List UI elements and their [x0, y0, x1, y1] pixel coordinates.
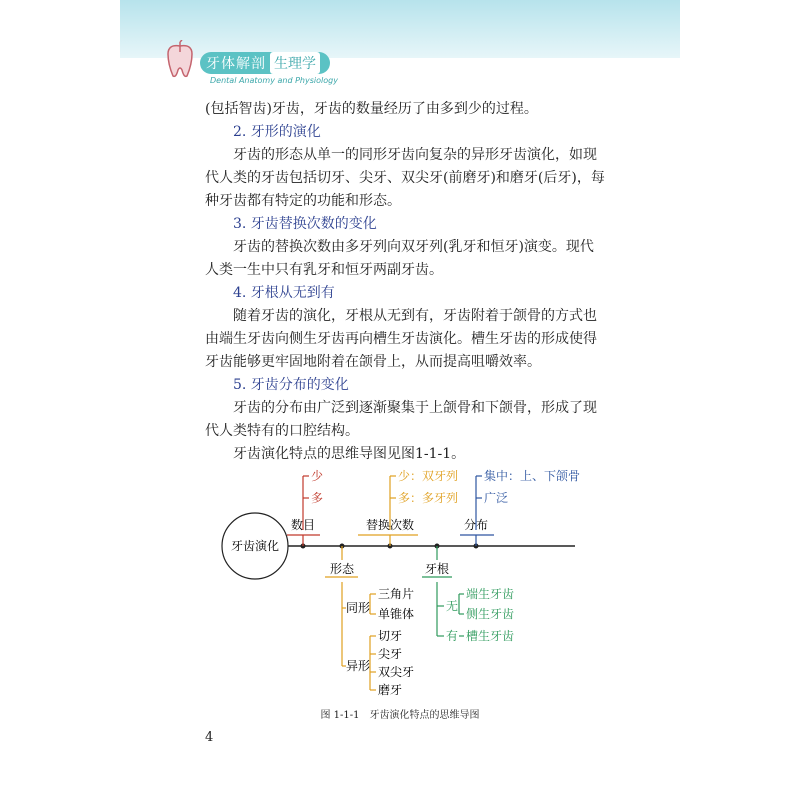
paragraph-4: 随着牙齿的演化，牙根从无到有，牙齿附着于颌骨的方式也由端生牙齿向侧生牙齿再向槽生牙齿演化。槽生牙齿的形成使得牙齿能够更牢固地附着在颌骨上，从而提高咀嚼效率。 [205, 308, 597, 370]
node-shape-diff-child-1: 切牙 [378, 629, 403, 643]
node-distribution-child-1: 集中：上、下颌骨 [484, 469, 581, 483]
heading-5: 5. 牙齿分布的变化 [233, 377, 349, 393]
node-shape-diff-child-3: 双尖牙 [378, 665, 415, 679]
node-root: 牙根 [424, 562, 450, 576]
node-replacement: 替换次数 [365, 518, 415, 532]
node-shape-same-child-1: 三角片 [378, 587, 415, 601]
node-number-child-1: 少 [311, 469, 324, 483]
paragraph-2: 牙齿的形态从单一的同形牙齿向复杂的异形牙齿演化，如现代人类的牙齿包括切牙、尖牙、双尖牙(前磨牙)和磨牙(后牙)，每种牙齿都有特定的功能和形态。 [205, 147, 605, 209]
heading-3: 3. 牙齿替换次数的变化 [233, 216, 377, 232]
mind-map-root: 牙齿演化 [230, 539, 280, 553]
node-root-none: 无 [446, 599, 459, 613]
node-root-have-child: 槽生牙齿 [466, 629, 515, 643]
node-number: 数目 [290, 518, 316, 532]
node-replacement-child-2: 多：多牙列 [398, 491, 459, 505]
page-number: 4 [205, 730, 214, 745]
header-title-part2: 生理学 [270, 52, 320, 74]
paragraph-5: 牙齿的分布由广泛到逐渐聚集于上颌骨和下颌骨，形成了现代人类特有的口腔结构。 [205, 400, 597, 439]
node-root-have: 有 [446, 629, 459, 643]
node-replacement-child-1: 少：双牙列 [398, 469, 459, 483]
node-distribution: 分布 [463, 518, 489, 532]
node-root-none-child-1: 端生牙齿 [466, 587, 515, 601]
figure-caption: 图 1-1-1 牙齿演化特点的思维导图 [320, 710, 480, 721]
node-shape-diff-child-2: 尖牙 [378, 647, 403, 661]
node-shape: 形态 [329, 562, 355, 576]
node-shape-diff: 异形 [346, 659, 371, 673]
paragraph-6: 牙齿演化特点的思维导图见图1-1-1。 [233, 446, 466, 462]
node-shape-same-child-2: 单锥体 [378, 607, 415, 621]
node-number-child-2: 多 [311, 491, 324, 505]
node-shape-same: 同形 [346, 601, 371, 615]
node-distribution-child-2: 广泛 [484, 491, 509, 505]
header-subtitle: Dental Anatomy and Physiology [210, 76, 338, 85]
heading-2: 2. 牙形的演化 [233, 124, 321, 140]
node-root-none-child-2: 侧生牙齿 [466, 607, 515, 621]
header-title-part1: 牙体解剖 [206, 56, 266, 72]
paragraph-3: 牙齿的替换次数由多牙列向双牙列(乳牙和恒牙)演变。现代人类一生中只有乳牙和恒牙两副牙齿。 [205, 239, 594, 278]
node-shape-diff-child-4: 磨牙 [378, 683, 403, 697]
paragraph-1: (包括智齿)牙齿，牙齿的数量经历了由多到少的过程。 [205, 101, 538, 117]
heading-4: 4. 牙根从无到有 [233, 285, 335, 301]
